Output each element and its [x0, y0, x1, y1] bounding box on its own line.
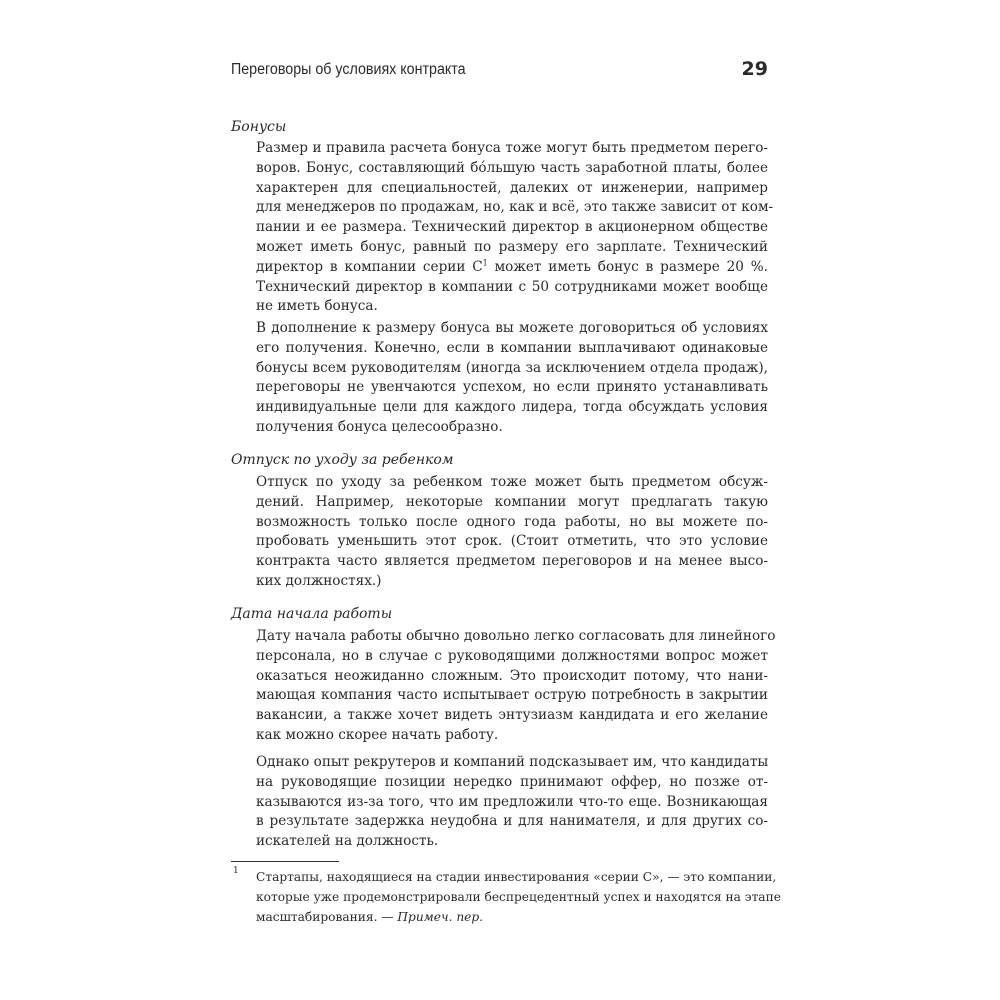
text-line: воров. Бонус, составляющий бóльшую часть заработной платы, более	[256, 159, 768, 176]
text-line	[256, 258, 768, 278]
footnote-divider	[231, 861, 339, 862]
text-line: характерен для специальностей, далеких от инженерии, например	[256, 179, 768, 196]
footnote-mark: 1	[233, 866, 239, 876]
text-line: для менеджеров по продажам, но, как и всё, это также зависит от ком-	[256, 199, 774, 216]
text-line: возможность только после одного года работы, но вы можете по-	[256, 513, 768, 530]
footnote-text: масштабирования. —	[256, 909, 398, 924]
text-line: на руководящие позиции нередко принимают оффер, но позже от-	[256, 773, 768, 790]
text-line: Отпуск по уходу за ребенком тоже может быть предметом обсуж-	[256, 474, 768, 490]
text-line: искателей на должность.	[256, 833, 439, 850]
text-fragment: директор в компании серии C	[256, 258, 483, 275]
text-line: контракта часто является предметом переговоров и на менее высо-	[256, 553, 768, 570]
paragraph	[256, 627, 776, 746]
paragraph	[256, 319, 768, 438]
text-line: может иметь бонус, равный по размеру его зарплате. Технический	[256, 238, 768, 255]
footnote-line	[256, 908, 768, 928]
footnote	[256, 868, 781, 927]
text-line: Размер и правила расчета бонуса тоже могут быть предметом перего-	[256, 140, 768, 156]
text-line: В дополнение к размеру бонуса вы можете договориться об условиях	[256, 320, 768, 336]
text-line: бонусы всем руководителям (иногда за исключением отдела продаж),	[256, 359, 768, 376]
text-line: оказаться неожиданно сложным. Это происходит потому, что нани-	[256, 667, 768, 684]
text-line: пании и ее размера. Технический директор в акционерном обществе	[256, 219, 768, 236]
text-line: как можно скорее начать работу.	[256, 726, 499, 743]
text-line: Дату начала работы обычно довольно легко согласовать для линейного	[256, 628, 776, 644]
page-number: 29	[741, 58, 768, 80]
running-title: Переговоры об условиях контракта	[231, 61, 466, 78]
translator-note: Примеч. пер.	[397, 909, 484, 924]
text-fragment: может иметь бонус в размере 20 %.	[494, 258, 768, 275]
footnote-reference[interactable]: 1	[482, 258, 488, 268]
text-line: мающая компания часто испытывает острую потребность в закрытии	[256, 687, 768, 704]
text-line: пробовать уменьшить этот срок. (Стоит отметить, что это условие	[256, 533, 768, 550]
paragraph	[256, 139, 774, 317]
text-line: его получения. Конечно, если в компании выплачивают одинаковые	[256, 339, 768, 356]
section-heading: Дата начала работы	[231, 606, 393, 622]
text-line: получения бонуса целесообразно.	[256, 418, 503, 435]
footnote-line: Стартапы, находящиеся на стадии инвестирования «серии C», — это компании,	[256, 870, 777, 884]
text-line: казываются из-за того, что им предложили что-то еще. Возникающая	[256, 793, 768, 810]
text-line: дений. Например, некоторые компании могут предлагать такую	[256, 493, 768, 510]
text-line: Технический директор в компании с 50 сотрудниками может вообще	[256, 278, 768, 295]
text-line: переговоры не увенчаются успехом, но если принято устанавливать	[256, 379, 768, 396]
text-line: не иметь бонуса.	[256, 298, 378, 315]
paragraph	[256, 753, 768, 852]
section-heading: Бонусы	[231, 119, 287, 135]
section-heading: Отпуск по уходу за ребенком	[231, 452, 454, 468]
text-line: вакансии, а также хочет видеть энтузиазм кандидата и его желание	[256, 707, 768, 724]
paragraph	[256, 473, 768, 592]
text-line: ких должностях.)	[256, 572, 382, 589]
text-line: индивидуальные цели для каждого лидера, тогда обсуждать условия	[256, 399, 768, 416]
footnote-line: которые уже продемонстрировали беспрецедентный успех и находятся на этапе	[256, 889, 781, 904]
text-line: в результате задержка неудобна и для нанимателя, и для других со-	[256, 813, 768, 830]
text-line: Однако опыт рекрутеров и компаний подсказывает им, что кандидаты	[256, 754, 769, 770]
text-line: персонала, но в случае с руководящими должностями вопрос может	[256, 647, 768, 664]
